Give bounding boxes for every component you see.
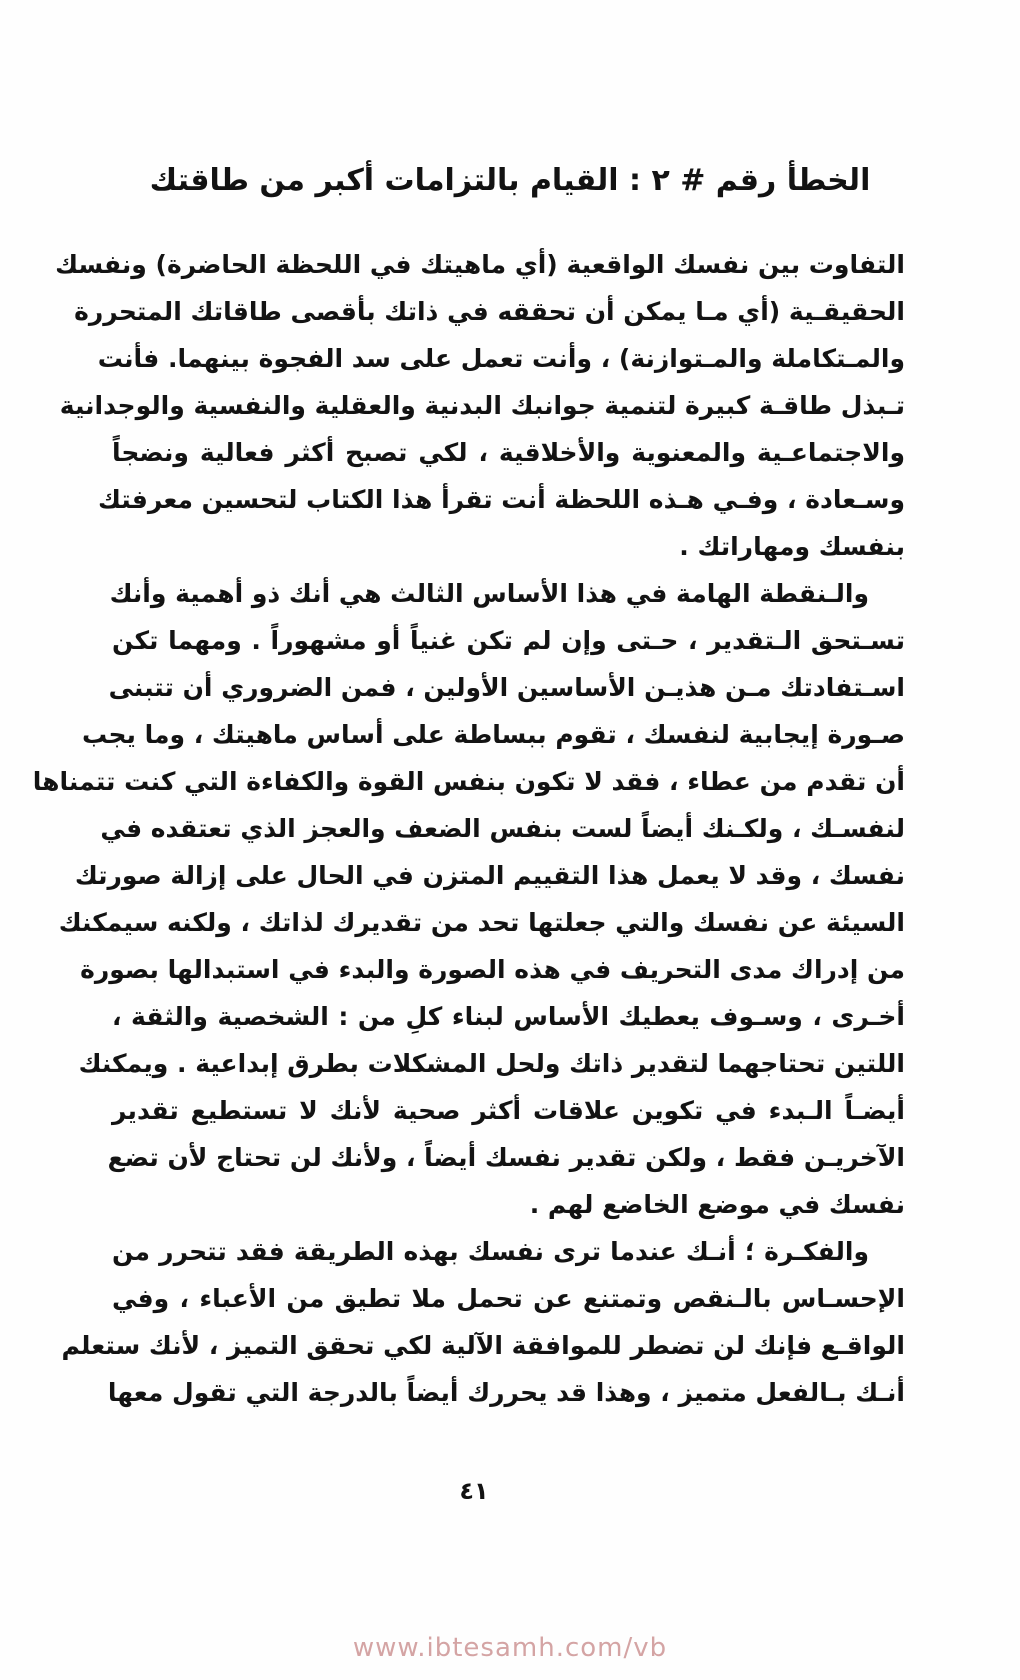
chapter-heading: الخطأ رقم # ٢ : القيام بالتزامات أكبر من طاقتك [149,163,871,198]
text-line: الآخريـن فقط ، ولكن تقدير نفسك أيضاً ، ولأنك لن تحتاج لأن تضع [107,1143,905,1172]
text-line: نفسك ، وقد لا يعمل هذا التقييم المتزن في الحال على إزالة صورتك [74,861,905,890]
text-line: من إدراك مدى التحريف في هذه الصورة والبدء في استبدالها بصورة [80,955,905,984]
text-line: والمـتكاملة والمـتوازنة) ، وأنت تعمل على سد الفجوة بينهما. فأنت [97,344,905,373]
text-line: التفاوت بين نفسك الواقعية (أي ماهيتك في اللحظة الحاضرة) ونفسك [55,250,905,279]
paragraph-1 [55,241,905,570]
watermark-url: www.ibtesamh.com/vb [352,1633,668,1663]
text-line: أخـرى ، وسـوف يعطيك الأساس لبناء كلِ من : الشخصية والثقة ، [112,1002,905,1031]
text-line: أيضـاً الـبدء في تكوين علاقات أكثر صحية لأنك لا تستطيع تقدير [112,1096,905,1125]
text-line: الحقيقـية (أي مـا يمكن أن تحققه في ذاتك بأقصى طاقاتك المتحررة [74,297,905,326]
text-line: بنفسك ومهاراتك . [679,532,905,561]
text-line: أن تقدم من عطاء ، فقد لا تكون بنفس القوة والكفاءة التي كنت تتمناها [32,767,905,796]
text-line: الإحسـاس بالـنقص وتمتنع عن تحمل ملا تطيق من الأعباء ، وفي [112,1284,905,1313]
text-line: السيئة عن نفسك والتي جعلتها تحد من تقديرك لذاتك ، ولكنه سيمكنك [58,908,905,937]
text-line: الواقـع فإنك لن تضطر للموافقة الآلية لكي تحقق التميز ، لأنك ستعلم [61,1331,905,1360]
text-line: والاجتماعـية والمعنوية والأخلاقية ، لكي تصبح أكثر فعالية ونضجاً [112,438,905,467]
text-line: وسـعادة ، وفـي هـذه اللحظة أنت تقرأ هذا الكتاب لتحسين معرفتك [97,485,905,514]
text-line: والـنقطة الهامة في هذا الأساس الثالث هي أنك ذو أهمية وأنك [109,579,869,608]
page-number: ٤١ [459,1477,489,1505]
text-line: والفكـرة ؛ أنـك عندما ترى نفسك بهذه الطريقة فقد تتحرر من [112,1237,869,1266]
body-text [32,241,905,1416]
paragraph-3 [61,1228,905,1416]
paragraph-2 [32,570,905,1228]
text-line: أنـك بـالفعل متميز ، وهذا قد يحررك أيضاً بالدرجة التي تقول معها [107,1378,905,1407]
text-line: اللتين تحتاجهما لتقدير ذاتك ولحل المشكلات بطرق إبداعية . ويمكنك [78,1049,905,1078]
text-line: اسـتفادتك مـن هذيـن الأساسين الأولين ، فمن الضروري أن تتبنى [108,673,905,702]
text-line: تسـتحق الـتقدير ، حـتى وإن لم تكن غنياً أو مشهوراً . ومهما تكن [112,626,905,655]
text-line: تـبذل طاقـة كبيرة لتنمية جوانبك البدنية والعقلية والنفسية والوجدانية [59,391,905,420]
text-line: صـورة إيجابية لنفسك ، تقوم ببساطة على أساس ماهيتك ، وما يجب [82,720,905,749]
text-line: لنفسـك ، ولكـنك أيضاً لست بنفس الضعف والعجز الذي تعتقده في [100,814,905,843]
text-line: نفسك في موضع الخاضع لهم . [529,1190,905,1219]
